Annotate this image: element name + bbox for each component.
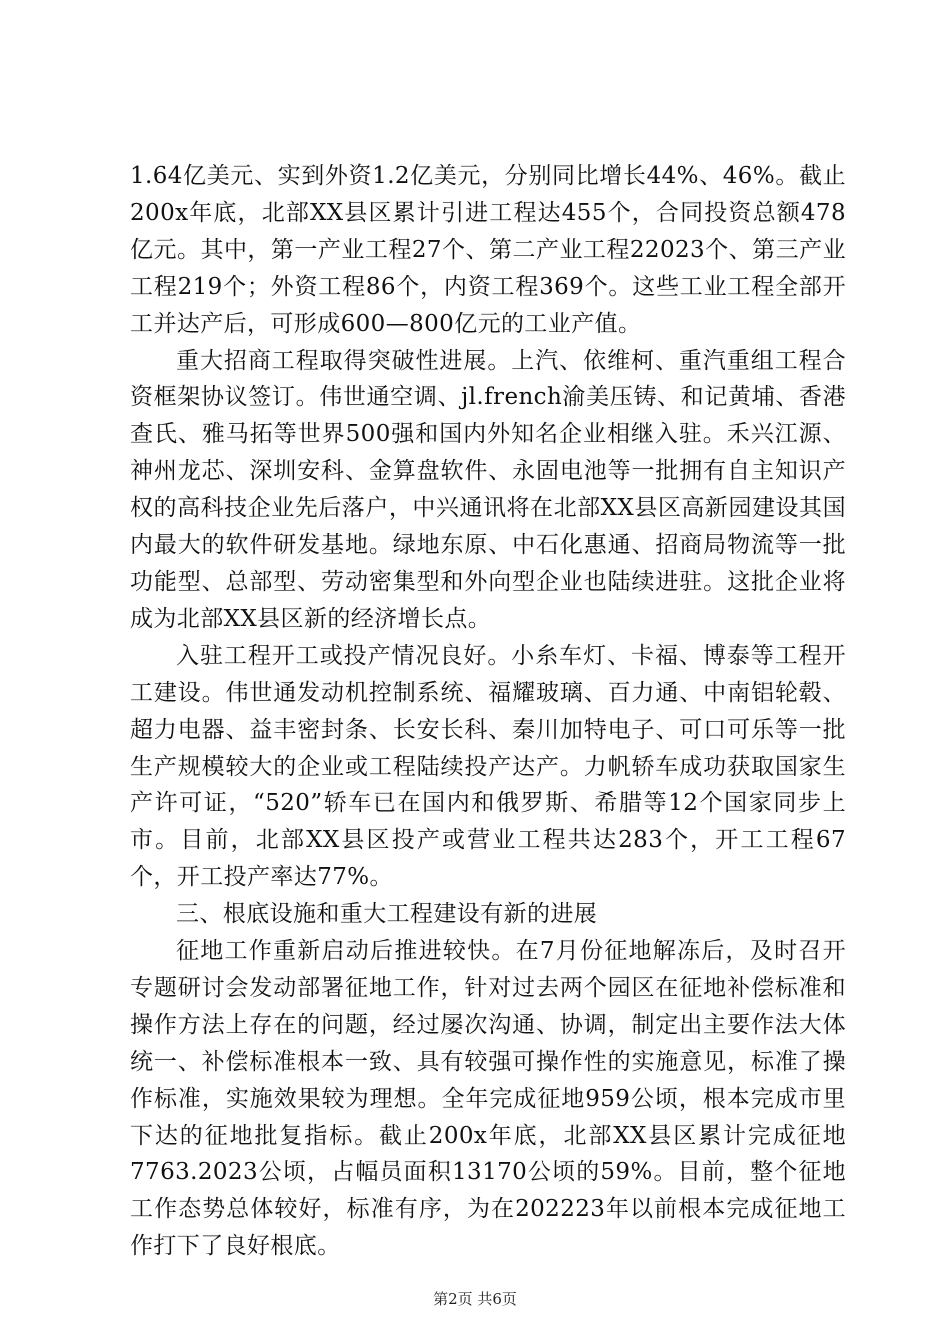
paragraph-land-acquisition: 征地工作重新启动后推进较快。在7月份征地解冻后，及时召开专题研讨会发动部署征地工作，针对过去两个园区在征地补偿标准和操作方法上存在的问题，经过屡次沟通、协调，制定出主要作法大体统一、补偿标准根本一致、具有较强可操作性的实施意见，标准了操作标准，实施效果较为理想。全年完成征地959公顷，根本完成市里下达的征地批复指标。截止200x年底，北部XX县区累计完成征地7763.2023公顷，占幅员面积13170公顷的59%。目前，整个征地工作态势总体较好，标准有序，为在202223年以前根本完成征地工作打下了良好根底。	[130, 938, 846, 1260]
document-body	[130, 158, 846, 1265]
paragraph-major-investment: 重大招商工程取得突破性进展。上汽、依维柯、重汽重组工程合资框架协议签订。伟世通空调、jl.french渝美压铸、和记黄埔、香港查氏、雅马拓等世界500强和国内外知名企业相继入驻。禾兴江源、神州龙芯、深圳安科、金算盘软件、永固电池等一批拥有自主知识产权的高科技企业先后落户，中兴通讯将在北部XX县区高新园建设其国内最大的软件研发基地。绿地东原、中石化惠通、招商局物流等一批功能型、总部型、劳动密集型和外向型企业也陆续进驻。这批企业将成为北部XX县区新的经济增长点。	[130, 347, 846, 632]
paragraph-project-progress: 入驻工程开工或投产情况良好。小糸车灯、卡福、博泰等工程开工建设。伟世通发动机控制系统、福耀玻璃、百力通、中南铝轮毂、超力电器、益丰密封条、长安长科、秦川加特电子、可口可乐等一批生产规模较大的企业或工程陆续投产达产。力帆轿车成功获取国家生产许可证，“520”轿车已在国内和俄罗斯、希腊等12个国家同步上市。目前，北部XX县区投产或营业工程共达283个，开工工程67个，开工投产率达77%。	[130, 642, 846, 891]
page-number-label: 第2页 共6页	[433, 1290, 517, 1308]
section-heading: 三、根底设施和重大工程建设有新的进展	[176, 901, 598, 928]
page-footer	[0, 1288, 950, 1309]
paragraph-continuation: 1.64亿美元、实到外资1.2亿美元，分别同比增长44%、46%。截止200x年底，北部XX县区累计引进工程达455个，合同投资总额478亿元。其中，第一产业工程27个、第二产业工程22023个、第三产业工程219个；外资工程86个，内资工程369个。这些工业工程全部开工并达产后，可形成600—800亿元的工业产值。	[130, 163, 846, 337]
